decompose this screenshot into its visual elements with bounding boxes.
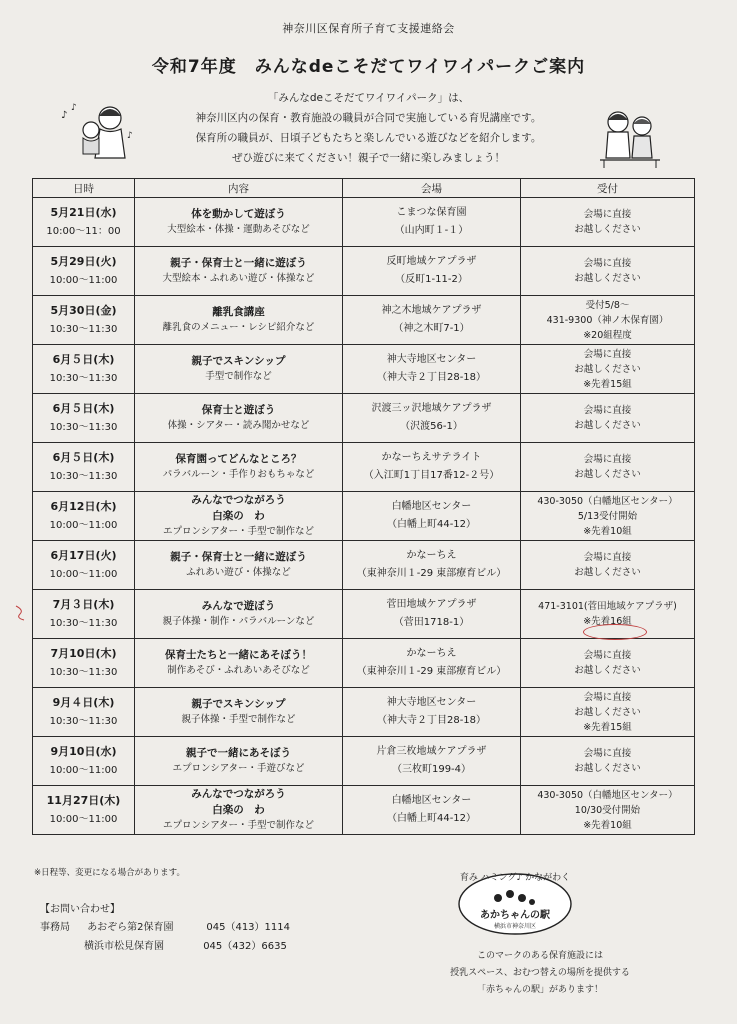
table-row (33, 786, 695, 835)
date-cell (33, 590, 135, 639)
event-time: 10:00～11:00 (49, 765, 118, 776)
parent-child-illustration (55, 98, 145, 168)
reception-line: 430-3050（白幡地区センター） (537, 495, 678, 507)
venue-name: 片倉三枚地域ケアプラザ (376, 746, 487, 757)
content-detail: エプロンシアター・手遊びなど (172, 763, 305, 774)
event-date: 7月３日(木) (52, 598, 115, 611)
event-time: 10:00～11:00 (49, 275, 118, 286)
event-time: 10:30～11:30 (49, 471, 118, 482)
venue-address: （沢渡56-1） (400, 421, 463, 432)
date-cell (33, 296, 135, 345)
date-cell (33, 247, 135, 296)
reception-line: 会場に直接 (583, 552, 632, 563)
venue-name: かなーちえ (406, 550, 457, 561)
handwritten-circle-mark (583, 624, 647, 640)
venue-name: こまつな保育園 (396, 207, 467, 218)
contact-name: あおぞら第2保育園 (87, 922, 174, 933)
reception-cell (521, 394, 695, 443)
venue-cell (343, 198, 521, 247)
reception-line: 430-3050（白幡地区センター） (537, 789, 678, 801)
venue-cell (343, 639, 521, 688)
venue-cell (343, 443, 521, 492)
event-time: 10:00～11:00 (49, 520, 118, 531)
content-cell (135, 394, 343, 443)
reception-line: 会場に直接 (583, 209, 632, 220)
venue-cell (343, 737, 521, 786)
venue-cell (343, 688, 521, 737)
event-date: 5月29日(火) (50, 255, 117, 268)
venue-name: 白幡地区センター (391, 795, 472, 806)
reception-line: 会場に直接 (583, 691, 632, 703)
venue-cell (343, 492, 521, 541)
content-title: みんなで遊ぼう (201, 600, 276, 612)
content-title: 離乳食講座 (212, 306, 265, 318)
content-cell (135, 247, 343, 296)
reception-line: 5/13受付開始 (577, 510, 638, 522)
venue-address: （神大寺２丁目28-18） (376, 715, 487, 726)
content-title: みんなでつながろう (191, 788, 286, 800)
reception-line: 471-3101(菅田地域ケアプラザ) (538, 601, 677, 612)
content-cell (135, 296, 343, 345)
reception-line: 431-9300（神ノ木保育園） (546, 314, 669, 326)
reception-line: 受付5/8～ (585, 299, 630, 311)
event-time: 10:00～11:00 (49, 814, 118, 825)
reception-line: ※20組程度 (583, 329, 632, 341)
event-time: 10:30～11:30 (49, 716, 118, 727)
content-title: 親子・保育士と一緒に遊ぼう (170, 551, 307, 563)
reception-cell (521, 541, 695, 590)
office-label: 事務局 (40, 922, 70, 933)
content-title: 親子でスキンシップ (191, 355, 286, 367)
event-date: 9月４日(木) (52, 696, 115, 709)
venue-name: 神之木地域ケアプラザ (381, 305, 482, 316)
reception-line: お越しください (574, 567, 641, 578)
handwritten-tick-mark (14, 604, 28, 622)
event-date: 6月５日(木) (52, 451, 115, 464)
schedule-change-note: ※日程等、変更になる場合があります。 (34, 868, 185, 878)
content-title: みんなでつながろう (191, 494, 286, 506)
svg-text:♪: ♪ (61, 110, 68, 121)
content-cell (135, 198, 343, 247)
venue-name: 菅田地域ケアプラザ (386, 599, 477, 610)
content-detail: 大型絵本・ふれあい遊び・体操など (162, 273, 315, 284)
content-title: 白楽の わ (212, 804, 265, 816)
venue-name: かなーちえ (406, 648, 457, 659)
content-cell (135, 688, 343, 737)
table-row (33, 541, 695, 590)
venue-address: （白幡上町44-12） (386, 813, 477, 824)
event-date: 5月30日(金) (50, 304, 117, 317)
event-date: 6月５日(木) (52, 402, 115, 415)
date-cell (33, 345, 135, 394)
event-time: 10:00～11:00 (49, 569, 118, 580)
svg-text:♪: ♪ (127, 131, 133, 141)
content-cell (135, 492, 343, 541)
organization-name: 神奈川区保育所子育て支援連絡会 (282, 22, 455, 35)
venue-name: 神大寺地区センター (386, 354, 477, 365)
reception-cell (521, 786, 695, 835)
contact-row (40, 918, 290, 933)
content-title: 親子・保育士と一緒に遊ぼう (170, 257, 307, 269)
page-title: 令和7年度 みんなdeこそだてワイワイパークご案内 (151, 57, 586, 77)
venue-name: 神大寺地区センター (386, 697, 477, 708)
reception-line: お越しください (574, 420, 641, 431)
header-content: 内容 (135, 179, 343, 198)
event-date: 9月10日(水) (50, 745, 117, 758)
date-cell (33, 492, 135, 541)
table-row (33, 639, 695, 688)
table-row (33, 345, 695, 394)
family-illustration (590, 102, 670, 172)
venue-address: （三枚町199-4） (391, 764, 472, 775)
table-row (33, 688, 695, 737)
venue-cell (343, 247, 521, 296)
table-row (33, 198, 695, 247)
note-line: このマークのある保育施設には (476, 951, 603, 961)
event-date: 6月５日(木) (52, 353, 115, 366)
content-detail: エプロンシアター・手型で制作など (162, 526, 315, 537)
table-row (33, 737, 695, 786)
content-cell (135, 590, 343, 639)
reception-line: 会場に直接 (583, 348, 632, 360)
reception-line: 会場に直接 (583, 650, 632, 661)
date-cell (33, 394, 135, 443)
reception-cell (521, 296, 695, 345)
intro-text (150, 88, 587, 168)
content-detail: ふれあい遊び・体操など (186, 567, 291, 578)
reception-line: ※先着10組 (583, 819, 632, 831)
note-line: 「赤ちゃんの駅」があります！ (476, 985, 603, 995)
date-cell (33, 688, 135, 737)
reception-line: 会場に直接 (583, 454, 632, 465)
event-date: 7月10日(木) (50, 647, 117, 660)
table-row (33, 394, 695, 443)
content-detail: 手型で制作など (205, 371, 272, 382)
event-date: 11月27日(木) (46, 794, 121, 807)
venue-cell (343, 590, 521, 639)
content-cell (135, 737, 343, 786)
reception-cell (521, 737, 695, 786)
header-reception: 受付 (521, 179, 695, 198)
logo-top-text: 育み ハミング♪ かながわく (459, 873, 571, 883)
reception-cell (521, 688, 695, 737)
intro-line: 保育所の職員が、日頃子どもたちと楽しんでいる遊びなどを紹介します。 (195, 132, 542, 144)
content-title: 親子で一緒にあそぼう (186, 747, 291, 759)
reception-line: 会場に直接 (583, 748, 632, 759)
date-cell (33, 443, 135, 492)
note-line: 授乳スペース、おむつ替えの場所を提供する (450, 968, 630, 978)
reception-line: お越しください (574, 706, 641, 718)
venue-address: （神大寺２丁目28-18） (376, 372, 487, 383)
table-row (33, 492, 695, 541)
logo-name-text: あかちゃんの駅 (480, 910, 550, 921)
reception-cell (521, 247, 695, 296)
venue-address: （白幡上町44-12） (386, 519, 477, 530)
reception-cell (521, 345, 695, 394)
reception-line: お越しください (574, 224, 641, 235)
venue-cell (343, 786, 521, 835)
contact-heading: 【お問い合わせ】 (40, 904, 120, 915)
reception-line: ※先着16組 (583, 616, 632, 627)
content-title: 体を動かして遊ぼう (191, 208, 286, 220)
venue-address: （東神奈川１-29 東部療育ビル） (356, 666, 507, 677)
content-title: 白楽の わ (212, 510, 265, 522)
content-title: 親子でスキンシップ (191, 698, 286, 710)
table-header-row (33, 179, 695, 198)
date-cell (33, 541, 135, 590)
svg-text:♪: ♪ (71, 103, 77, 113)
reception-cell (521, 198, 695, 247)
venue-name: かなーちえサテライト (381, 452, 482, 463)
logo-sub-text: 横浜市神奈川区 (493, 923, 537, 930)
reception-line: 会場に直接 (583, 405, 632, 416)
content-title: 保育士たちと一緒にあそぼう！ (165, 649, 312, 661)
reception-line: ※先着15組 (583, 378, 632, 390)
reception-line: お越しください (574, 469, 641, 480)
reception-cell (521, 443, 695, 492)
reception-cell (521, 639, 695, 688)
content-detail: 大型絵本・体操・運動あそびなど (167, 224, 310, 235)
contact-tel: 045（432）6635 (203, 941, 287, 952)
venue-address: （神之木町7-1） (393, 323, 470, 334)
venue-address: （反町1-11-2） (395, 274, 468, 285)
venue-address: （入江町1丁目17番12-２号） (363, 470, 500, 481)
venue-name: 白幡地区センター (391, 501, 472, 512)
reception-line: お越しください (574, 363, 641, 375)
content-cell (135, 541, 343, 590)
schedule-table (32, 178, 695, 835)
event-time: 10:30～11:30 (49, 324, 118, 335)
content-title: 保育園ってどんなところ？ (175, 453, 302, 465)
event-date: 6月17日(火) (50, 549, 117, 562)
table-row (33, 443, 695, 492)
content-detail: 体操・シアター・読み聞かせなど (167, 420, 310, 431)
event-time: 10:00～11：00 (46, 226, 121, 237)
content-title: 保育士と遊ぼう (201, 404, 276, 416)
table-row (33, 296, 695, 345)
date-cell (33, 786, 135, 835)
table-row (33, 247, 695, 296)
content-detail: 親子体操・手型で制作など (181, 714, 296, 725)
date-cell (33, 198, 135, 247)
event-date: 6月12日(木) (50, 500, 117, 513)
reception-line: 10/30受付開始 (574, 804, 641, 816)
intro-line: ぜひ遊びに来てください！親子で一緒に楽しみましょう！ (232, 152, 505, 164)
contact-row (84, 937, 287, 952)
content-detail: 離乳食のメニュー・レシピ紹介など (162, 322, 315, 333)
venue-name: 反町地域ケアプラザ (386, 256, 477, 267)
venue-address: （山内町１-１） (394, 225, 469, 236)
reception-line: 会場に直接 (583, 258, 632, 269)
venue-cell (343, 541, 521, 590)
content-detail: 制作あそび・ふれあいあそびなど (167, 665, 310, 676)
event-time: 10:30～11:30 (49, 373, 118, 384)
venue-cell (343, 345, 521, 394)
reception-line: お越しください (574, 273, 641, 284)
event-time: 10:30～11:30 (49, 667, 118, 678)
event-time: 10:30～11:30 (49, 618, 118, 629)
content-detail: 親子体操・制作・パラバルーンなど (162, 616, 315, 627)
venue-cell (343, 394, 521, 443)
akachan-note (440, 948, 640, 999)
event-date: 5月21日(水) (50, 206, 117, 219)
content-cell (135, 443, 343, 492)
venue-name: 沢渡三ッ沢地域ケアプラザ (371, 403, 492, 414)
reception-line: ※先着10組 (583, 525, 632, 537)
reception-line: お越しください (574, 763, 641, 774)
akachan-station-logo (452, 862, 578, 940)
content-detail: エプロンシアター・手型で制作など (162, 820, 315, 831)
contact-name: 横浜市松見保育園 (84, 941, 164, 952)
content-cell (135, 639, 343, 688)
reception-line: お越しください (574, 665, 641, 676)
content-detail: パラバルーン・手作りおもちゃなど (162, 469, 315, 480)
date-cell (33, 737, 135, 786)
event-time: 10:30～11:30 (49, 422, 118, 433)
intro-line: 神奈川区内の保育・教育施設の職員が合同で実施している育児講座です。 (195, 112, 542, 124)
content-cell (135, 786, 343, 835)
reception-cell (521, 492, 695, 541)
header-venue: 会場 (343, 179, 521, 198)
header-datetime: 日時 (33, 179, 135, 198)
reception-line: ※先着15組 (583, 721, 632, 733)
date-cell (33, 639, 135, 688)
venue-address: （東神奈川１-29 東部療育ビル） (356, 568, 507, 579)
content-cell (135, 345, 343, 394)
intro-line: 「みんなdeこそだてワイワイパーク」は、 (267, 92, 470, 104)
venue-cell (343, 296, 521, 345)
contact-tel: 045（413）1114 (206, 922, 290, 933)
venue-address: （菅田1718-1） (393, 617, 470, 628)
